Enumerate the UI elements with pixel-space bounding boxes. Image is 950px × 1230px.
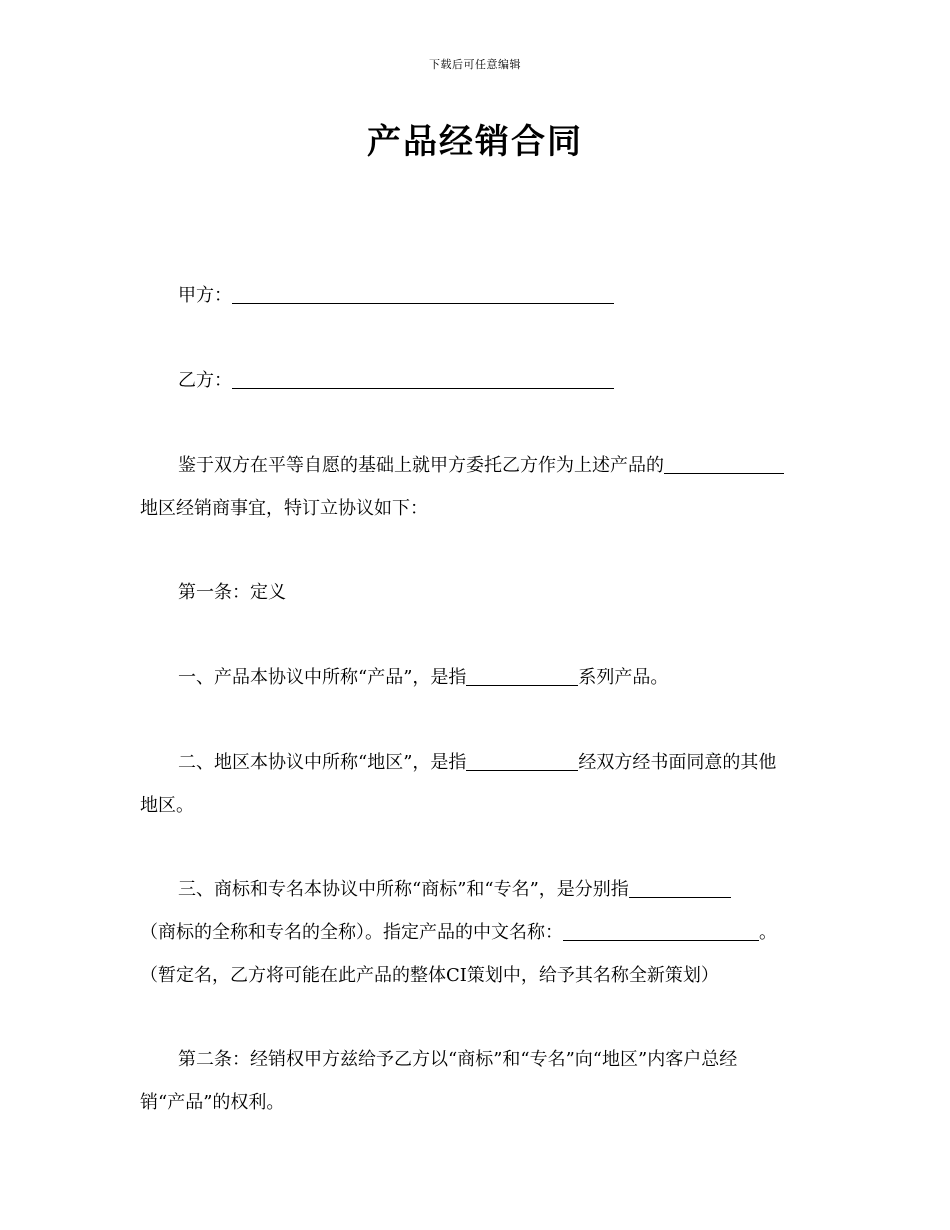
- article-1-item-2-continuation: 地区。: [140, 795, 194, 816]
- party-a-line: [178, 284, 614, 308]
- party-a-label: 甲方：: [178, 285, 232, 306]
- item-3-line-2-after: 。: [759, 922, 777, 943]
- header-note: 下载后可任意编辑: [429, 58, 521, 71]
- preamble-text-1: 鉴于双方在平等自愿的基础上就甲方委托乙方作为上述产品的: [178, 455, 664, 476]
- party-a-blank[interactable]: [232, 285, 614, 304]
- preamble-text-2: 地区经销商事宜，特订立协议如下：: [140, 498, 428, 519]
- preamble-region-blank[interactable]: [664, 455, 784, 474]
- item-2-blank[interactable]: [466, 752, 578, 771]
- article-1-item-3-line-2: [140, 921, 777, 945]
- article-1-item-1: [178, 666, 668, 690]
- article-2-line-1: 第二条：经销权甲方兹给予乙方以“商标”和“专名”向“地区”内客户总经: [178, 1049, 738, 1070]
- preamble-line-1: [178, 454, 784, 478]
- document-title: 产品经销合同: [367, 122, 583, 162]
- article-1-item-3: [178, 878, 731, 902]
- article-1-heading: 第一条：定义: [178, 582, 286, 603]
- article-2-line-2: 销“产品”的权利。: [140, 1092, 285, 1113]
- item-2-text-before: 二、地区本协议中所称“地区”，是指: [178, 752, 467, 773]
- article-1-item-2: [178, 751, 776, 775]
- item-1-blank[interactable]: [466, 667, 578, 686]
- party-b-line: [178, 369, 614, 393]
- item-2-text-after: 经双方经书面同意的其他: [578, 752, 777, 773]
- party-b-blank[interactable]: [232, 370, 614, 389]
- item-3-text-before: 三、商标和专名本协议中所称“商标”和“专名”，是分别指: [178, 879, 629, 900]
- item-3-product-name-blank[interactable]: [563, 922, 759, 941]
- item-1-text-before: 一、产品本协议中所称“产品”，是指: [178, 667, 467, 688]
- article-1-item-3-line-3: （暂定名，乙方将可能在此产品的整体CI策划中，给予其名称全新策划）: [140, 965, 719, 986]
- preamble-line-2: [140, 497, 428, 521]
- party-b-label: 乙方：: [178, 370, 232, 391]
- item-3-line-2-before: （商标的全称和专名的全称）。指定产品的中文名称：: [140, 922, 563, 943]
- item-1-text-after: 系列产品。: [578, 667, 669, 688]
- item-3-blank[interactable]: [629, 879, 731, 898]
